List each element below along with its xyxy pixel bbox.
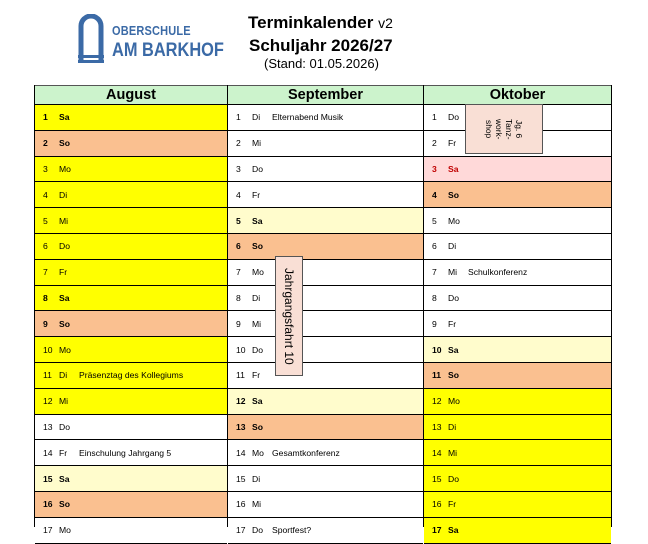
weekday: Mo — [252, 447, 264, 458]
weekday: Fr — [448, 318, 457, 329]
weekday: Mi — [252, 499, 262, 510]
weekday: Fr — [252, 370, 261, 381]
weekday: Sa — [448, 525, 459, 536]
day-number: 2 — [43, 138, 48, 149]
day-row[interactable] — [35, 260, 227, 286]
weekday: Do — [252, 344, 263, 355]
day-number: 1 — [43, 112, 48, 123]
weekday: Sa — [448, 344, 459, 355]
day-row[interactable] — [228, 518, 423, 544]
weekday: Do — [59, 241, 70, 252]
day-row[interactable] — [228, 363, 423, 389]
weekday: Fr — [252, 189, 261, 200]
stand-date: (Stand: 01.05.2026) — [264, 56, 379, 71]
day-number: 17 — [432, 525, 442, 536]
event-text: Sportfest? — [272, 525, 312, 536]
day-row[interactable] — [35, 440, 227, 466]
day-number: 8 — [236, 292, 241, 303]
day-row[interactable] — [228, 105, 423, 131]
day-row[interactable] — [228, 415, 423, 441]
day-number: 3 — [432, 163, 437, 174]
logo-line1: OBERSCHULE — [112, 24, 191, 38]
weekday: Sa — [59, 473, 70, 484]
event-text: Präsenztag des Kollegiums — [79, 370, 184, 381]
day-number: 1 — [236, 112, 241, 123]
event-tanzworkshop[interactable] — [465, 104, 543, 154]
weekday: So — [252, 241, 263, 252]
page-title — [248, 13, 393, 33]
day-number: 12 — [43, 396, 53, 407]
day-number: 1 — [432, 112, 437, 123]
weekday: Mo — [448, 396, 460, 407]
day-number: 10 — [43, 344, 53, 355]
weekday: Di — [59, 189, 68, 200]
day-number: 14 — [43, 447, 53, 458]
version-label: v2 — [378, 15, 393, 31]
day-row[interactable] — [35, 311, 227, 337]
day-number: 11 — [432, 370, 442, 381]
day-number: 14 — [432, 447, 442, 458]
day-row[interactable] — [424, 440, 611, 466]
day-number: 13 — [236, 421, 246, 432]
day-number: 15 — [43, 473, 53, 484]
day-number: 6 — [432, 241, 437, 252]
day-row[interactable] — [35, 415, 227, 441]
school-year: Schuljahr 2026/27 — [249, 36, 393, 55]
school-logo-icon — [78, 14, 104, 66]
weekday: Mo — [252, 267, 264, 278]
weekday: So — [59, 138, 70, 149]
event-text: Schulkonferenz — [468, 267, 528, 278]
weekday: Sa — [59, 292, 70, 303]
day-row[interactable] — [228, 466, 423, 492]
day-row[interactable] — [424, 157, 611, 183]
event-tanzworkshop-label: Jg. 6 Tanz- work- shop — [484, 118, 524, 140]
weekday: Do — [252, 525, 263, 536]
weekday: Sa — [448, 163, 459, 174]
title-text: Terminkalender — [248, 13, 374, 32]
event-text: Gesamtkonferenz — [272, 447, 340, 458]
day-row[interactable] — [424, 363, 611, 389]
day-row[interactable] — [424, 518, 611, 544]
day-number: 5 — [43, 215, 48, 226]
event-jahrgangsfahrt[interactable] — [275, 256, 303, 376]
weekday: So — [59, 318, 70, 329]
weekday: Mi — [448, 267, 458, 278]
day-row[interactable] — [35, 157, 227, 183]
weekday: Mi — [448, 447, 458, 458]
calendar-table — [34, 85, 612, 536]
weekday: Mi — [252, 138, 262, 149]
day-number: 17 — [236, 525, 246, 536]
day-row[interactable] — [228, 157, 423, 183]
day-number: 17 — [43, 525, 53, 536]
weekday: Do — [448, 473, 459, 484]
logo-line2: AM BARKHOF — [112, 39, 224, 61]
month-column-august — [35, 85, 228, 536]
month-header: August — [35, 85, 227, 105]
day-row[interactable] — [424, 234, 611, 260]
day-row[interactable] — [228, 234, 423, 260]
day-number: 2 — [432, 138, 437, 149]
weekday: Mi — [252, 318, 262, 329]
weekday: Fr — [59, 447, 68, 458]
weekday: Di — [448, 421, 457, 432]
weekday: Sa — [59, 112, 70, 123]
day-number: 9 — [236, 318, 241, 329]
weekday: So — [59, 499, 70, 510]
day-number: 11 — [236, 370, 245, 381]
day-number: 8 — [432, 292, 437, 303]
month-header: Oktober — [424, 85, 611, 105]
weekday: Do — [252, 163, 263, 174]
day-number: 12 — [236, 396, 246, 407]
day-row[interactable] — [424, 466, 611, 492]
weekday: Mi — [59, 215, 69, 226]
weekday: Fr — [448, 138, 457, 149]
day-row[interactable] — [424, 208, 611, 234]
day-number: 7 — [432, 267, 437, 278]
day-number: 13 — [432, 421, 442, 432]
month-column-september — [228, 85, 424, 536]
weekday: Di — [252, 473, 261, 484]
day-number: 3 — [236, 163, 241, 174]
day-row[interactable] — [228, 311, 423, 337]
day-row[interactable] — [228, 337, 423, 363]
day-row[interactable] — [424, 415, 611, 441]
day-row[interactable] — [228, 389, 423, 415]
day-row[interactable] — [35, 518, 227, 544]
weekday: Do — [448, 112, 459, 123]
day-row[interactable] — [228, 182, 423, 208]
day-number: 8 — [43, 292, 48, 303]
weekday: Mo — [59, 344, 71, 355]
day-number: 5 — [432, 215, 437, 226]
event-text: Elternabend Musik — [272, 112, 344, 123]
day-number: 4 — [43, 189, 48, 200]
day-number: 15 — [432, 473, 442, 484]
day-row[interactable] — [35, 466, 227, 492]
day-row[interactable] — [35, 131, 227, 157]
day-number: 12 — [432, 396, 442, 407]
day-number: 11 — [43, 370, 52, 381]
day-number: 16 — [43, 499, 53, 510]
day-row[interactable] — [424, 286, 611, 312]
day-row[interactable] — [35, 389, 227, 415]
day-row[interactable] — [35, 105, 227, 131]
day-row[interactable] — [424, 260, 611, 286]
day-row[interactable] — [35, 182, 227, 208]
weekday: So — [448, 370, 459, 381]
calendar-header — [0, 0, 648, 84]
day-number: 9 — [432, 318, 437, 329]
weekday: Di — [252, 112, 261, 123]
weekday: Di — [252, 292, 261, 303]
weekday: Di — [59, 370, 68, 381]
month-header: September — [228, 85, 423, 105]
day-number: 6 — [43, 241, 48, 252]
day-number: 2 — [236, 138, 241, 149]
weekday: Fr — [59, 267, 68, 278]
day-number: 10 — [236, 344, 246, 355]
event-text: Einschulung Jahrgang 5 — [79, 447, 172, 458]
day-row[interactable] — [424, 311, 611, 337]
day-row[interactable] — [35, 208, 227, 234]
day-row[interactable] — [228, 131, 423, 157]
day-row[interactable] — [35, 492, 227, 518]
day-row[interactable] — [228, 208, 423, 234]
weekday: So — [448, 189, 459, 200]
day-number: 14 — [236, 447, 246, 458]
school-logo — [78, 14, 224, 66]
day-number: 4 — [236, 189, 241, 200]
day-row[interactable] — [228, 440, 423, 466]
day-number: 13 — [43, 421, 53, 432]
weekday: Mo — [59, 525, 71, 536]
day-row[interactable] — [35, 363, 227, 389]
day-row[interactable] — [35, 286, 227, 312]
weekday: Mo — [448, 215, 460, 226]
event-jahrgangsfahrt-label: Jahrgangsfahrt 10 — [282, 267, 296, 365]
day-number: 3 — [43, 163, 48, 174]
day-number: 7 — [43, 267, 48, 278]
day-row[interactable] — [228, 492, 423, 518]
day-number: 7 — [236, 267, 241, 278]
day-number: 10 — [432, 344, 442, 355]
day-number: 5 — [236, 215, 241, 226]
day-row[interactable] — [424, 337, 611, 363]
day-row[interactable] — [228, 286, 423, 312]
day-number: 6 — [236, 241, 241, 252]
weekday: Mo — [59, 163, 71, 174]
weekday: Mi — [59, 396, 69, 407]
weekday: So — [252, 421, 263, 432]
day-row[interactable] — [228, 260, 423, 286]
weekday: Do — [59, 421, 70, 432]
weekday: Di — [448, 241, 457, 252]
weekday: Do — [448, 292, 459, 303]
weekday: Sa — [252, 396, 263, 407]
day-row[interactable] — [35, 234, 227, 260]
day-number: 16 — [236, 499, 246, 510]
day-row[interactable] — [424, 389, 611, 415]
day-number: 16 — [432, 499, 442, 510]
weekday: Fr — [448, 499, 457, 510]
weekday: Sa — [252, 215, 263, 226]
day-number: 9 — [43, 318, 48, 329]
day-row[interactable] — [424, 492, 611, 518]
day-row[interactable] — [35, 337, 227, 363]
day-number: 4 — [432, 189, 437, 200]
day-row[interactable] — [424, 182, 611, 208]
day-number: 15 — [236, 473, 246, 484]
